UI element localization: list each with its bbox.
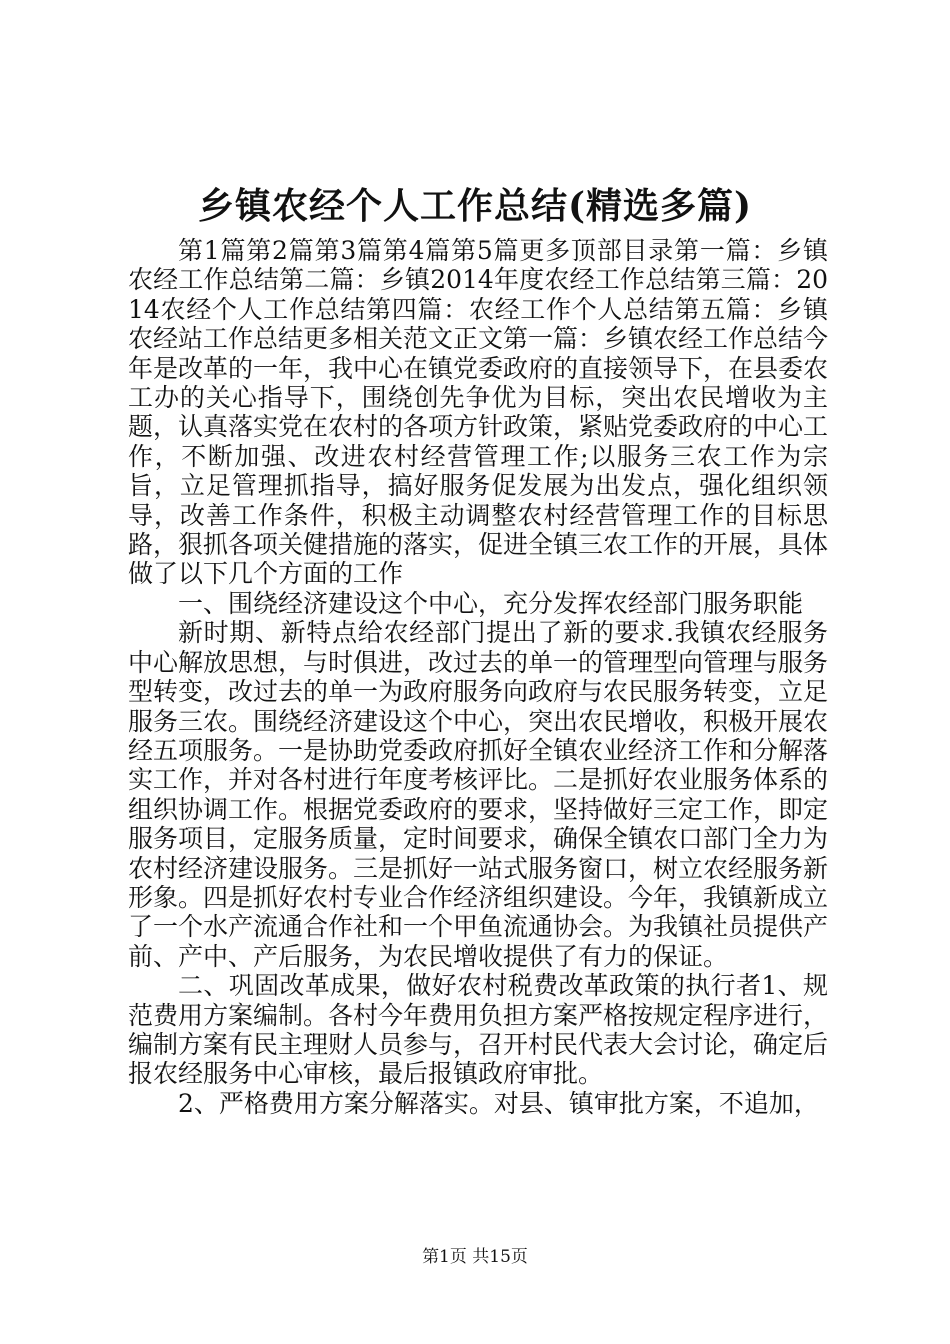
paragraph-section-2-item-2: 2、严格费用方案分解落实。对县、镇审批方案，不追加， [178,1088,819,1118]
document-title: 乡镇农经个人工作总结(精选多篇) [197,185,753,227]
paragraph-section-2: 二、巩固改革成果，做好农村税费改革政策的执行者1、规范费用方案编制。各村今年费用负担方案严格按规定程序进行，编制方案有民主理财人员参与，召开村民代表大会讨论，确定后报农经服务中心审核，最后报镇政府审批。 [128,971,829,1089]
document-body [128,236,828,1118]
page-footer: 第1页 共15页 [422,1247,528,1267]
paragraph-section-1-body: 新时期、新特点给农经部门提出了新的要求.我镇农经服务中心解放思想，与时俱进，改过去的单一的管理型向管理与服务型转变，改过去的单一为政府服务向政府与农民服务转变，立足服务三农。围绕经济建设这个中心，突出农民增收，积极开展农经五项服务。一是协助党委政府抓好全镇农业经济工作和分解落实工作，并对各村进行年度考核评比。二是抓好农业服务体系的组织协调工作。根据党委政府的要求，坚持做好三定工作，即定服务项目，定服务质量，定时间要求，确保全镇农口部门全力为农村经济建设服务。三是抓好一站式服务窗口，树立农经服务新形象。四是抓好农村专业合作经济组织建设。今年，我镇新成立了一个水产流通合作社和一个甲鱼流通协会。为我镇社员提供产前、产中、产后服务，为农民增收提供了有力的保证。 [128,618,829,971]
paragraph-section-1-heading: 一、围绕经济建设这个中心，充分发挥农经部门服务职能 [178,588,804,618]
paragraph-intro: 第1篇第2篇第3篇第4篇第5篇更多顶部目录第一篇：乡镇农经工作总结第二篇：乡镇2014年度农经工作总结第三篇：2014农经个人工作总结第四篇：农经工作个人总结第五篇：乡镇农经站工作总结更多相关范文正文第一篇：乡镇农经工作总结今年是改革的一年，我中心在镇党委政府的直接领导下，在县委农工办的关心指导下，围绕创先争优为目标，突出农民增收为主题，认真落实党在农村的各项方针政策，紧贴党委政府的中心工作，不断加强、改进农村经营管理工作;以服务三农工作为宗旨，立足管理抓指导，搞好服务促发展为出发点，强化组织领导，改善工作条件，积极主动调整农村经营管理工作的目标思路，狠抓各项关健措施的落实，促进全镇三农工作的开展，具体做了以下几个方面的工作 [128,236,829,589]
